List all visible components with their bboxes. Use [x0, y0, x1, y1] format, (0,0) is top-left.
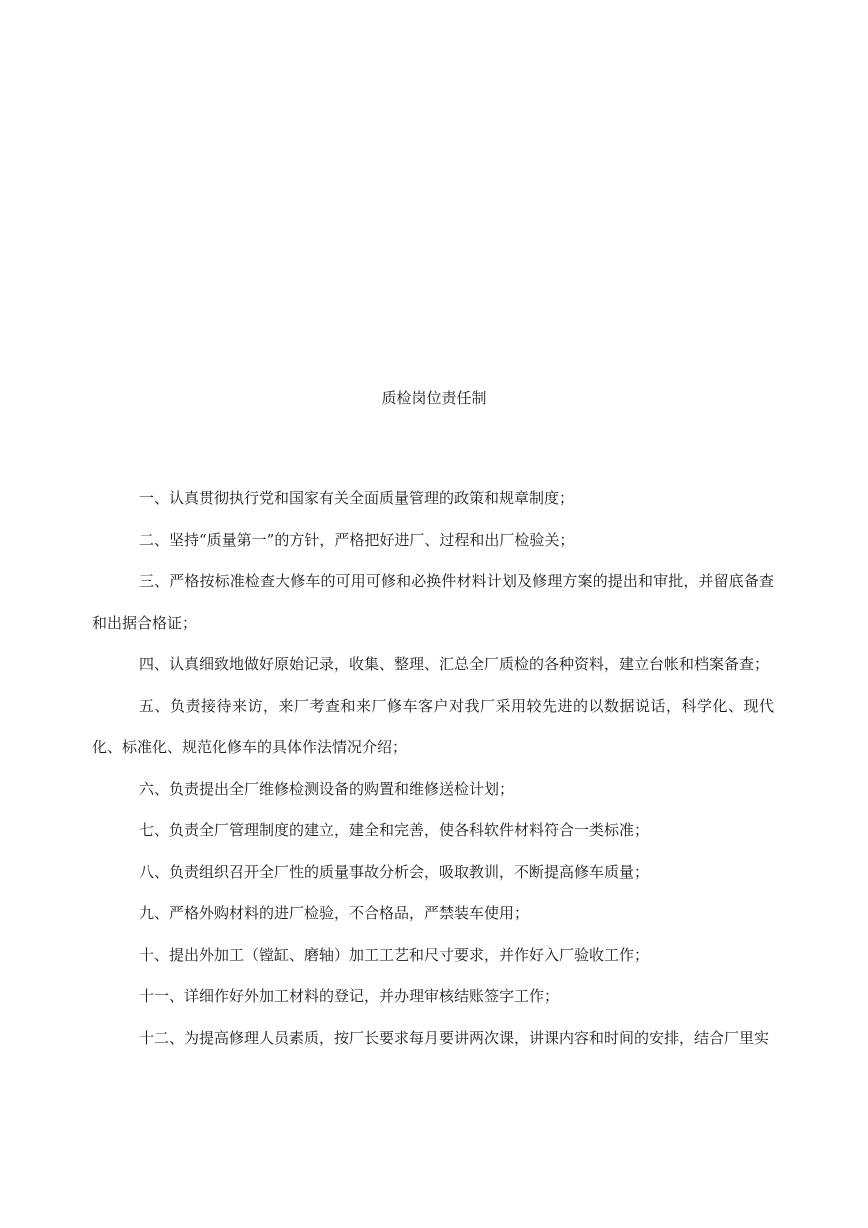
clause-3: 三、严格按标准检查大修车的可用可修和必换件材料计划及修理方案的提出和审批，并留底备查和出据合格证；: [92, 572, 774, 632]
clause-10: 十、提出外加工（镗缸、磨轴）加工工艺和尺寸要求，并作好入厂验收工作；: [139, 945, 650, 964]
clause-7: 七、负责全厂管理制度的建立，建全和完善，使各科软件材料符合一类标准；: [139, 821, 650, 839]
clause-5: 五、负责接待来访，来厂考查和来厂修车客户对我厂采用较先进的以数据说话，科学化、现代化、标准化、规范化修车的具体作法情况介绍；: [92, 696, 774, 756]
clause-1: 一、认真贯彻执行党和国家有关全面质量管理的政策和规章制度；: [139, 489, 575, 507]
clause-2: 二、坚持“质量第一”的方针，严格把好进厂、过程和出厂检验关；: [139, 530, 575, 549]
clause-6: 六、负责提出全厂维修检测设备的购置和维修送检计划；: [139, 779, 515, 798]
clause-8: 八、负责组织召开全厂性的质量事故分析会，吸取教训，不断提高修车质量；: [139, 862, 650, 881]
document-title: 质检岗位责任制: [381, 389, 487, 407]
clause-12: 十二、为提高修理人员素质，按厂长要求每月要讲两次课，讲课内容和时间的安排，结合厂里实: [139, 1028, 770, 1047]
clause-list: [92, 478, 774, 1059]
clause-11: 十一、详细作好外加工材料的登记，并办理审核结账签字工作；: [139, 987, 560, 1005]
clause-9: 九、严格外购材料的进厂检验，不合格品，严禁装车使用；: [139, 904, 530, 922]
clause-4: 四、认真细致地做好原始记录，收集、整理、汇总全厂质检的各种资料，建立台帐和档案备查；: [139, 655, 770, 673]
